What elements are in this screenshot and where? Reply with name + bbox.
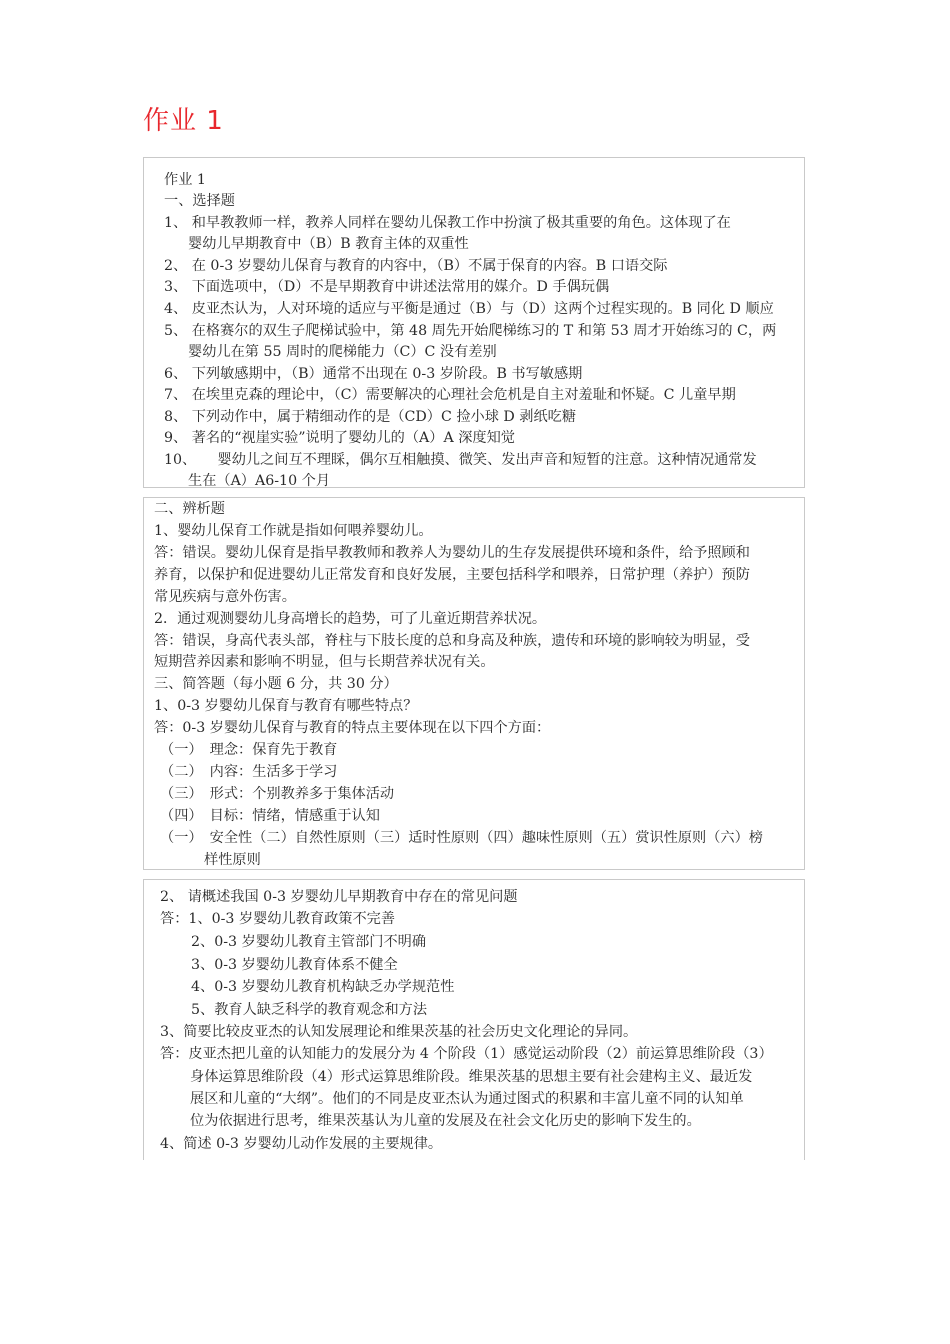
section-heading-short-answer: 三、简答题（每小题 6 分，共 30 分）: [154, 676, 398, 692]
section-heading-choice: 一、选择题: [164, 193, 235, 209]
text-line: 2、 请概述我国 0-3 岁婴幼儿早期教育中存在的常见问题: [160, 889, 518, 905]
question-line: 婴幼儿在第 55 周时的爬梯能力（C）C 没有差别: [188, 344, 497, 360]
question-line: 9、 著名的“视崖实验”说明了婴幼儿的（A）A 深度知觉: [164, 430, 515, 446]
text-line: 短期营养因素和影响不明显，但与长期营养状况有关。: [154, 654, 495, 670]
text-line: （一） 安全性（二）自然性原则（三）适时性原则（四）趣味性原则（五）赏识性原则（六）榜: [160, 830, 763, 846]
text-line: （一） 理念：保育先于教育: [160, 742, 338, 758]
text-line: 3、0-3 岁婴幼儿教育体系不健全: [191, 957, 398, 973]
text-line: 答：1、0-3 岁婴幼儿教育政策不完善: [160, 911, 396, 927]
question-line: 10、 婴幼儿之间互不理睬，偶尔互相触摸、微笑、发出声音和短暂的注意。这种情况通常发: [164, 452, 757, 468]
question-line: 5、 在格赛尔的双生子爬梯试验中，第 48 周先开始爬梯练习的 T 和第 53 周才开始练习的 C，两: [164, 323, 777, 339]
text-line: 2、0-3 岁婴幼儿教育主管部门不明确: [191, 934, 427, 950]
text-line: 养育，以保护和促进婴幼儿正常发育和良好发展，主要包括科学和喂养，日常护理（养护）预防: [154, 567, 750, 583]
text-line: 4、0-3 岁婴幼儿教育机构缺乏办学规范性: [191, 979, 455, 995]
text-line: （二） 内容：生活多于学习: [160, 764, 338, 780]
panel-heading: 作业 1: [164, 172, 206, 188]
text-line: 2．通过观测婴幼儿身高增长的趋势，可了儿童近期营养状况。: [154, 611, 547, 627]
text-line: 答：错误，身高代表头部，脊柱与下肢长度的总和身高及种族，遗传和环境的影响较为明显，受: [154, 633, 750, 649]
question-line: 生在（A）A6-10 个月: [188, 473, 331, 489]
section-heading-analysis: 二、辨析题: [154, 501, 225, 517]
text-line: 3、简要比较皮亚杰的认知发展理论和维果茨基的社会历史文化理论的异同。: [160, 1024, 638, 1040]
text-line: 答：皮亚杰把儿童的认知能力的发展分为 4 个阶段（1）感觉运动阶段（2）前运算思维阶段（3）: [160, 1046, 773, 1062]
question-line: 6、 下列敏感期中，（B）通常不出现在 0-3 岁阶段。B 书写敏感期: [164, 366, 583, 382]
text-line: 展区和儿童的“大纲”。他们的不同是皮亚杰认为通过图式的积累和丰富儿童不同的认知单: [190, 1091, 744, 1107]
text-line: 答：错误。婴幼儿保育是指早教教师和教养人为婴幼儿的生存发展提供环境和条件，给予照顾和: [154, 545, 750, 561]
text-line: 答：0-3 岁婴幼儿保育与教育的特点主要体现在以下四个方面：: [154, 720, 551, 736]
text-line: 4、简述 0-3 岁婴幼儿动作发展的主要规律。: [160, 1136, 443, 1152]
text-line: 1、0-3 岁婴幼儿保育与教育有哪些特点？: [154, 698, 418, 714]
question-line: 婴幼儿早期教育中（B）B 教育主体的双重性: [188, 236, 469, 252]
question-line: 3、 下面选项中，（D）不是早期教育中讲述法常用的媒介。D 手偶玩偶: [164, 279, 610, 295]
text-line: （三） 形式：个别教养多于集体活动: [160, 786, 395, 802]
text-line: 常见疾病与意外伤害。: [154, 589, 296, 605]
text-line: 位为依据进行思考，维果茨基认为儿童的发展及在社会文化历史的影响下发生的。: [190, 1113, 701, 1129]
question-line: 2、 在 0-3 岁婴幼儿保育与教育的内容中，（B）不属于保育的内容。B 口语交际: [164, 258, 668, 274]
text-line: 样性原则: [204, 852, 261, 868]
question-line: 8、 下列动作中，属于精细动作的是（CD）C 捡小球 D 剥纸吃糖: [164, 409, 577, 425]
page-title: 作业 1: [143, 106, 224, 136]
text-line: 身体运算思维阶段（4）形式运算思维阶段。维果茨基的思想主要有社会建构主义、最近发: [190, 1069, 753, 1085]
question-line: 7、 在埃里克森的理论中，（C）需要解决的心理社会危机是自主对羞耻和怀疑。C 儿童早期: [164, 387, 736, 403]
text-line: 5、教育人缺乏科学的教育观念和方法: [191, 1002, 428, 1018]
question-line: 1、 和早教教师一样，教养人同样在婴幼儿保教工作中扮演了极其重要的角色。这体现了在: [164, 215, 731, 231]
text-line: 1、婴幼儿保育工作就是指如何喂养婴幼儿。: [154, 523, 433, 539]
question-line: 4、 皮亚杰认为，人对环境的适应与平衡是通过（B）与（D）这两个过程实现的。B 同化 D 顺应: [164, 301, 774, 317]
text-line: （四） 目标：情绪，情感重于认知: [160, 808, 380, 824]
